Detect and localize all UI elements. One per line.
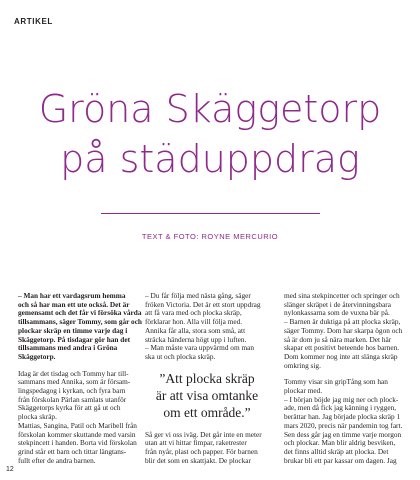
- text-line: att få vara med och plocka skräp,: [145, 308, 242, 318]
- text-line: tillsammans, säger Tommy, som går och: [18, 317, 142, 327]
- body-paragraph: [145, 292, 269, 362]
- text-line: gemensamt och det får vi försöka vårda: [18, 308, 142, 318]
- pull-quote-line: är att visa omtanke: [155, 387, 259, 403]
- text-line: Skäggetorps kyrka för att gå ut och: [18, 403, 121, 413]
- text-line: fröken Victoria. Det är ett stort uppdrag: [145, 299, 261, 309]
- text-line: nylonkassarna som de vuxna bär på.: [284, 308, 390, 318]
- text-line: ska ut och plocka skräp.: [145, 351, 216, 361]
- text-line: fullt efter de andra barnen.: [18, 455, 96, 465]
- text-line: säger Tommy. Dom har skarpa ögon och: [284, 325, 403, 335]
- text-line: blir det som en skattjakt. De plockar: [145, 455, 251, 465]
- column-2: [145, 292, 269, 473]
- title-line-2: på städuppdrag: [60, 137, 360, 181]
- section-label: ARTIKEL: [14, 17, 53, 26]
- column-3: [284, 292, 406, 473]
- text-line: Skäggetorp.: [18, 351, 56, 361]
- pull-quote-line: ”Att plocka skräp: [159, 370, 255, 386]
- title-divider: [101, 213, 320, 214]
- text-line: ade, men då fick jag känning i ryggen,: [284, 403, 397, 413]
- page-number: 12: [6, 466, 14, 473]
- body-paragraph: [284, 292, 406, 370]
- text-line: Mattias, Sangina, Patil och Maribell från: [18, 420, 137, 430]
- text-line: sammans med Annika, som är försam-: [18, 377, 131, 387]
- text-line: – Du får följa med nästa gång, säger: [145, 291, 251, 300]
- text-line: plockar med.: [284, 386, 323, 396]
- text-line: stekpincett i handen. Borta vid förskolan: [18, 438, 137, 448]
- text-line: – I början böjde jag mig ner och plock-: [284, 394, 399, 404]
- text-line: slänger skräpet i de återvinningsbara: [284, 299, 391, 309]
- text-line: utan att vi hittar fimpar, raketrester: [145, 438, 247, 448]
- text-line: med sina stekpincetter och springer och: [284, 291, 400, 300]
- text-line: från förskolan Pärlan samlats utanför: [18, 394, 127, 404]
- pull-quote-line: om ett område.”: [163, 404, 251, 420]
- text-line: sträcka händerna högt upp i luften.: [145, 334, 247, 344]
- text-line: – Man måste vara uppvärmd om man: [145, 343, 255, 353]
- pull-quote: [145, 370, 269, 421]
- text-line: förskolan kommer skuttande med varsin: [18, 429, 136, 439]
- text-line: Så ger vi oss iväg. Det går inte en meter: [145, 429, 262, 439]
- byline-credit: TEXT & FOTO: ROYNE MERCURIO: [141, 232, 279, 241]
- text-line: grind står ett barn och tittar längtans-: [18, 446, 127, 456]
- text-line: Skäggetorp. På tisdagar gör han det: [18, 334, 131, 344]
- body-paragraph: [18, 370, 136, 466]
- text-line: det finns alltid skräp att plocka. Det: [284, 446, 389, 456]
- text-line: och så har man ett ute också. Det är: [18, 299, 130, 309]
- text-line: Annika får alla, stora som små, att: [145, 325, 246, 335]
- text-line: tillsammans med andra i Gröna: [18, 343, 118, 353]
- text-line: så är dom ju så nära marken. Det här: [284, 334, 392, 344]
- ingress-paragraph: [18, 291, 142, 362]
- text-line: mars 2020, precis när pandemin tog fart.: [284, 420, 403, 430]
- text-line: lingspedagog i kyrkan, och fyra barn: [18, 386, 126, 396]
- text-line: Tommy visar sin gripTång som han: [284, 377, 388, 387]
- body-paragraph: [284, 378, 406, 465]
- text-line: Idag är det tisdag och Tommy har till-: [18, 368, 129, 378]
- text-line: förklarar hon. Alla vill följa med.: [145, 317, 243, 327]
- text-line: plockar skräp en timme varje dag i: [18, 325, 128, 335]
- text-line: – Barnen är duktiga på att plocka skräp,: [284, 317, 401, 327]
- text-line: och plockar. Man blir aldrig besviken,: [284, 438, 396, 448]
- text-line: skapar ett positivt beteende hos barnen.: [284, 343, 400, 353]
- article-title: [0, 84, 420, 184]
- title-line-1: Gröna Skäggetorp: [38, 87, 382, 131]
- text-line: omkring sig.: [284, 360, 321, 370]
- text-line: brukar bli ett par kassar om dagen. Jag: [284, 455, 397, 465]
- column-1: [18, 291, 142, 473]
- body-paragraph: [145, 431, 269, 466]
- text-line: Dom kommer nog inte att slänga skräp: [284, 351, 398, 361]
- text-line: – Man har ett vardagsrum hemma: [18, 291, 126, 300]
- text-line: berättar han. Jag började plocka skräp 1: [284, 412, 401, 422]
- text-line: Sen dess går jag en timme varje morgon: [284, 429, 402, 439]
- text-line: plocka skräp.: [18, 412, 57, 422]
- text-line: från nyår, plast och papper. För barnen: [145, 447, 258, 457]
